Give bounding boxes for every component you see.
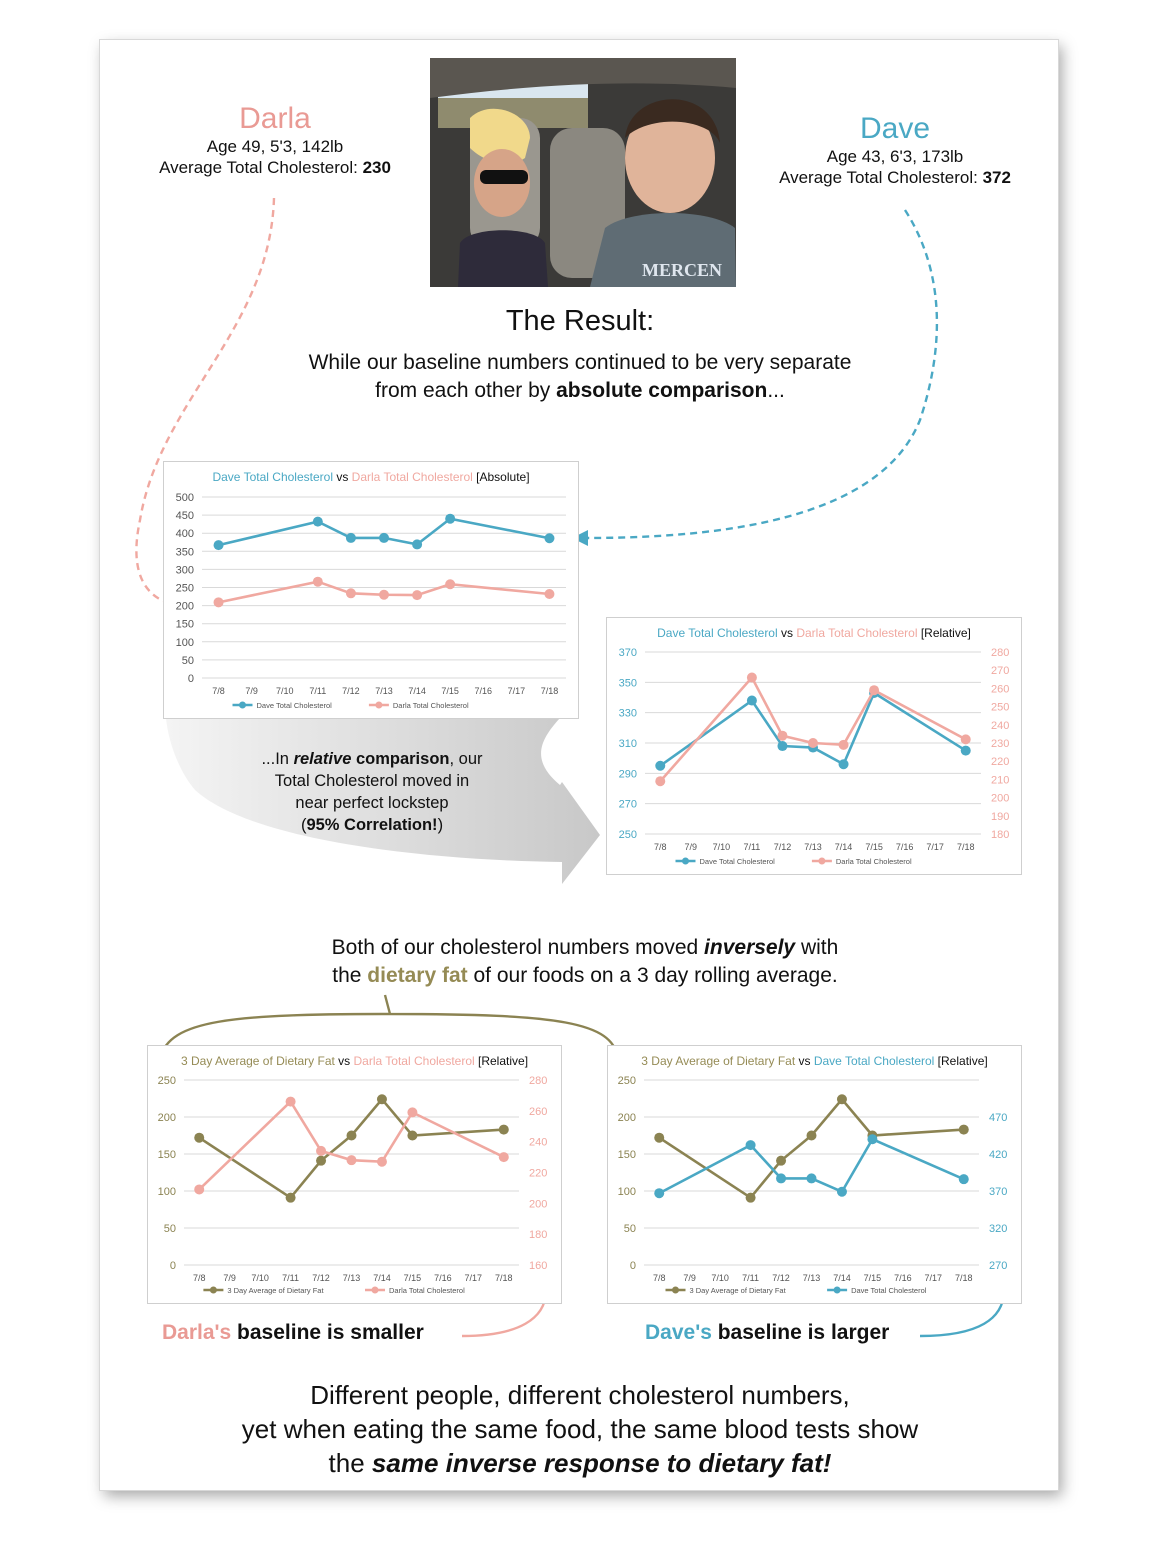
darla-baseline-caption	[162, 1321, 424, 1345]
y2-tick-label: 240	[991, 719, 1010, 732]
data-point	[961, 734, 971, 744]
final-line-1: Different people, different cholesterol numbers,	[310, 1380, 850, 1410]
y2-tick-label: 270	[989, 1260, 1008, 1272]
dave-average-value: 372	[982, 168, 1011, 187]
data-point	[959, 1174, 969, 1184]
data-point	[346, 588, 356, 598]
data-point	[867, 1134, 877, 1144]
x-tick-label: 7/11	[309, 686, 327, 696]
chart-title-mode: [Absolute]	[472, 470, 530, 484]
y-tick-label: 290	[618, 768, 637, 781]
y2-tick-label: 260	[529, 1105, 548, 1118]
data-point	[412, 539, 422, 549]
fat-vs-dave-chart	[607, 1045, 1022, 1304]
y-tick-label: 100	[157, 1186, 176, 1198]
data-point	[747, 696, 757, 706]
legend-label: Darla Total Cholesterol	[389, 1286, 465, 1295]
x-tick-label: 7/12	[772, 1273, 790, 1283]
legend-label: 3 Day Average of Dietary Fat	[227, 1286, 324, 1295]
y-tick-label: 150	[617, 1149, 636, 1161]
data-point	[286, 1097, 296, 1107]
data-point	[654, 1133, 664, 1143]
y2-tick-label: 260	[991, 683, 1010, 696]
x-tick-label: 7/17	[926, 842, 944, 852]
relative-note-line-2: Total Cholesterol moved in	[274, 772, 470, 790]
fat-vs-darla-title	[148, 1054, 561, 1068]
data-point	[347, 1155, 357, 1165]
y-tick-label: 300	[175, 564, 194, 577]
inverse-emphasis: inversely	[704, 936, 796, 959]
chart-plot-1	[607, 618, 1021, 874]
inverse-line-1	[185, 934, 985, 962]
y-tick-label: 350	[175, 546, 194, 559]
correlation-open: (	[300, 816, 307, 834]
relative-note-post: , our	[449, 750, 483, 768]
chart-title-mode: [Relative]	[917, 626, 971, 640]
chart-title-mode: [Relative]	[934, 1054, 988, 1068]
x-tick-label: 7/17	[507, 686, 526, 696]
data-point	[347, 1131, 357, 1141]
relative-note-italic: relative	[293, 750, 352, 768]
legend-label: Dave Total Cholesterol	[851, 1286, 927, 1295]
legend-label: 3 Day Average of Dietary Fat	[689, 1286, 786, 1295]
inverse-line-2	[185, 962, 985, 990]
y2-tick-label: 280	[529, 1075, 548, 1087]
y-tick-label: 200	[617, 1112, 636, 1124]
legend-swatch-marker	[818, 858, 825, 865]
y-tick-label: 270	[618, 798, 637, 811]
x-tick-label: 7/15	[865, 842, 883, 852]
absolute-chart-title	[164, 470, 578, 484]
data-point	[544, 533, 554, 543]
data-point	[869, 685, 879, 695]
fat-vs-darla-chart	[147, 1045, 562, 1304]
chart-title-dave: Dave Total Cholesterol	[657, 626, 778, 640]
chart-title-darla: Darla Total Cholesterol	[353, 1054, 475, 1068]
data-point	[194, 1133, 204, 1143]
result-text	[180, 349, 980, 405]
data-point	[379, 590, 389, 600]
result-heading: The Result:	[505, 305, 655, 337]
x-tick-label: 7/12	[342, 686, 360, 696]
data-point	[499, 1125, 509, 1135]
data-point	[313, 517, 323, 527]
y2-tick-label: 180	[529, 1229, 548, 1242]
chart-plot-0	[164, 462, 578, 718]
x-tick-label: 7/9	[683, 1273, 696, 1283]
darla-average	[130, 157, 420, 178]
data-point	[445, 579, 455, 589]
x-tick-label: 7/15	[863, 1273, 882, 1283]
darla-baseline-text: baseline is smaller	[231, 1321, 424, 1344]
y-tick-label: 0	[187, 673, 194, 685]
chart-title-vs: vs	[795, 1054, 814, 1068]
relative-note-line-4	[232, 814, 512, 836]
dave-name: Dave	[859, 112, 931, 145]
relative-note	[232, 748, 512, 836]
data-point	[377, 1094, 387, 1104]
result-line-2-pre: from each other by	[375, 379, 557, 402]
data-point	[316, 1146, 326, 1156]
dave-average-label: Average Total Cholesterol:	[779, 168, 983, 187]
y2-tick-label: 210	[991, 774, 1010, 787]
final-line-2: yet when eating the same food, the same blood tests show	[241, 1414, 919, 1444]
darla-average-value: 230	[362, 158, 391, 177]
data-point	[746, 1140, 756, 1150]
legend-swatch-marker	[672, 1287, 679, 1294]
shirt-text: MERCEN	[642, 260, 722, 280]
y-tick-label: 100	[617, 1186, 636, 1198]
y-tick-label: 50	[623, 1223, 636, 1235]
data-point	[316, 1156, 326, 1166]
x-tick-label: 7/14	[373, 1273, 391, 1283]
y2-tick-label: 220	[991, 756, 1010, 769]
x-tick-label: 7/9	[223, 1273, 236, 1283]
x-tick-label: 7/16	[474, 686, 493, 696]
final-emphasis: same inverse response to dietary fat!	[371, 1448, 832, 1478]
y2-tick-label: 190	[991, 810, 1010, 823]
data-point	[346, 533, 356, 543]
x-tick-label: 7/17	[464, 1273, 483, 1283]
x-tick-label: 7/11	[282, 1273, 300, 1283]
dave-baseline-caption	[645, 1321, 889, 1345]
series-line	[199, 1102, 504, 1190]
y2-tick-label: 230	[991, 738, 1010, 750]
result-line-1: While our baseline numbers continued to be very separate	[308, 351, 852, 374]
inverse-text	[185, 934, 985, 990]
x-tick-label: 7/10	[251, 1273, 269, 1283]
dietary-fat-highlight: dietary fat	[367, 964, 468, 987]
x-tick-label: 7/16	[894, 1273, 912, 1283]
data-point	[194, 1184, 204, 1194]
x-tick-label: 7/18	[495, 1273, 513, 1283]
x-tick-label: 7/10	[275, 686, 294, 696]
relative-chart	[606, 617, 1022, 875]
data-point	[776, 1173, 786, 1183]
final-line-3	[130, 1446, 1030, 1480]
y2-tick-label: 320	[989, 1223, 1008, 1235]
x-tick-label: 7/13	[375, 686, 393, 696]
y2-tick-label: 180	[991, 829, 1010, 841]
legend-label: Darla Total Cholesterol	[392, 701, 469, 710]
darla-profile	[130, 102, 420, 178]
result-line-2-post: ...	[767, 379, 785, 402]
y-tick-label: 0	[629, 1260, 636, 1272]
x-tick-label: 7/9	[684, 842, 698, 852]
y-tick-label: 0	[169, 1260, 176, 1272]
y2-tick-label: 160	[529, 1260, 548, 1272]
data-point	[747, 672, 757, 682]
final-line-3-pre: the	[328, 1448, 372, 1478]
y-tick-label: 450	[175, 510, 194, 523]
darla-name: Darla	[239, 102, 311, 135]
couple-photo	[430, 58, 736, 287]
y2-tick-label: 420	[989, 1149, 1008, 1161]
data-point	[654, 1188, 664, 1198]
legend-swatch-marker	[210, 1287, 217, 1294]
x-tick-label: 7/11	[743, 842, 761, 852]
chart-title-vs: vs	[332, 470, 352, 484]
inverse-line-1-post: with	[795, 936, 839, 959]
dave-info: Age 43, 6'3, 173lb	[826, 147, 964, 166]
y-tick-label: 100	[175, 636, 194, 649]
data-point	[839, 740, 849, 750]
chart-plot-2	[148, 1046, 561, 1303]
inverse-line-2-post: of our foods on a 3 day rolling average.	[467, 964, 838, 987]
dave-average	[750, 167, 1040, 188]
legend-label: Darla Total Cholesterol	[835, 857, 912, 866]
inverse-line-2-pre: the	[332, 964, 368, 987]
y2-tick-label: 250	[991, 701, 1010, 714]
data-point	[777, 741, 787, 751]
relative-note-pre: ...In	[261, 750, 294, 768]
inverse-line-1-pre: Both of our cholesterol numbers moved	[331, 936, 705, 959]
x-tick-label: 7/13	[804, 842, 822, 852]
x-tick-label: 7/8	[652, 1273, 666, 1283]
legend-label: Dave Total Cholesterol	[256, 701, 332, 710]
data-point	[313, 577, 323, 587]
y-tick-label: 350	[618, 677, 637, 690]
x-tick-label: 7/16	[434, 1273, 452, 1283]
chart-title-darla: Darla Total Cholesterol	[796, 626, 918, 640]
data-point	[839, 759, 849, 769]
data-point	[837, 1187, 847, 1197]
result-line-2-bold: absolute comparison	[556, 379, 768, 402]
data-point	[499, 1152, 509, 1162]
y-tick-label: 400	[175, 528, 194, 541]
data-point	[544, 589, 554, 599]
y-tick-label: 250	[175, 582, 194, 595]
x-tick-label: 7/18	[955, 1273, 973, 1283]
y2-tick-label: 240	[529, 1136, 548, 1149]
fat-vs-dave-title	[608, 1054, 1021, 1068]
chart-title-vs: vs	[777, 626, 797, 640]
chart-title-darla: Darla Total Cholesterol	[351, 470, 473, 484]
data-point	[407, 1131, 417, 1141]
darla-average-label: Average Total Cholesterol:	[159, 158, 363, 177]
x-tick-label: 7/17	[924, 1273, 943, 1283]
chart-title-dave: Dave Total Cholesterol	[212, 470, 333, 484]
final-statement	[130, 1378, 1030, 1480]
dave-profile	[750, 112, 1040, 188]
series-line	[660, 677, 965, 781]
legend-swatch-marker	[239, 702, 246, 709]
x-tick-label: 7/10	[712, 842, 731, 852]
chart-plot-3	[608, 1046, 1021, 1303]
data-point	[214, 597, 224, 607]
x-tick-label: 7/8	[654, 842, 667, 852]
y-tick-label: 370	[618, 647, 637, 659]
y-tick-label: 310	[618, 738, 637, 750]
chart-title-fat: 3 Day Average of Dietary Fat	[180, 1054, 335, 1068]
x-tick-label: 7/18	[956, 842, 975, 852]
y-tick-label: 200	[175, 600, 194, 613]
dave-baseline-name: Dave's	[645, 1321, 712, 1344]
y-tick-label: 250	[618, 829, 637, 841]
chart-title-fat: 3 Day Average of Dietary Fat	[641, 1054, 796, 1068]
y2-tick-label: 200	[991, 792, 1010, 805]
darla-info: Age 49, 5'3, 142lb	[206, 137, 344, 156]
data-point	[379, 533, 389, 543]
data-point	[445, 514, 455, 524]
x-tick-label: 7/12	[312, 1273, 330, 1283]
legend-swatch-marker	[682, 858, 689, 865]
data-point	[655, 761, 665, 771]
absolute-chart	[163, 461, 579, 719]
y-tick-label: 50	[163, 1223, 176, 1235]
legend-swatch-marker	[372, 1287, 379, 1294]
x-tick-label: 7/14	[833, 1273, 851, 1283]
x-tick-label: 7/8	[192, 1273, 206, 1283]
x-tick-label: 7/13	[342, 1273, 361, 1283]
data-point	[807, 1131, 817, 1141]
y2-tick-label: 220	[529, 1167, 548, 1180]
data-point	[286, 1193, 296, 1203]
chart-title-dave: Dave Total Cholesterol	[813, 1054, 935, 1068]
y2-tick-label: 280	[991, 647, 1010, 659]
x-tick-label: 7/15	[403, 1273, 422, 1283]
y2-tick-label: 270	[991, 665, 1010, 678]
data-point	[776, 1156, 786, 1166]
x-tick-label: 7/14	[834, 842, 853, 852]
correlation-close: )	[437, 816, 444, 834]
result-line-2	[180, 377, 980, 405]
data-point	[808, 738, 818, 748]
y2-tick-label: 200	[529, 1198, 548, 1211]
y-tick-label: 500	[175, 492, 194, 504]
data-point	[961, 746, 971, 756]
x-tick-label: 7/10	[711, 1273, 729, 1283]
data-point	[214, 540, 224, 550]
chart-title-vs: vs	[334, 1054, 354, 1068]
x-tick-label: 7/16	[895, 842, 914, 852]
relative-chart-title	[607, 626, 1021, 640]
y-tick-label: 330	[618, 707, 637, 720]
y2-tick-label: 370	[989, 1186, 1008, 1198]
data-point	[412, 590, 422, 600]
y-tick-label: 200	[157, 1112, 176, 1124]
legend-label: Dave Total Cholesterol	[699, 857, 775, 866]
data-point	[837, 1094, 847, 1104]
correlation-value: 95% Correlation!	[306, 816, 438, 834]
series-line	[199, 1099, 504, 1197]
y-tick-label: 250	[617, 1075, 636, 1087]
data-point	[959, 1125, 969, 1135]
y-tick-label: 150	[175, 618, 194, 631]
data-point	[655, 776, 665, 786]
x-tick-label: 7/11	[742, 1273, 760, 1283]
y-tick-label: 250	[157, 1075, 176, 1087]
x-tick-label: 7/8	[212, 686, 225, 696]
data-point	[807, 1173, 817, 1183]
y-tick-label: 150	[157, 1149, 176, 1161]
x-tick-label: 7/13	[802, 1273, 821, 1283]
data-point	[407, 1107, 417, 1117]
chart-title-mode: [Relative]	[474, 1054, 529, 1068]
x-tick-label: 7/14	[408, 686, 426, 696]
relative-note-line-3: near perfect lockstep	[295, 794, 449, 812]
x-tick-label: 7/18	[540, 686, 559, 696]
data-point	[377, 1157, 387, 1167]
relative-note-bold: comparison	[351, 750, 450, 768]
legend-swatch-marker	[834, 1287, 841, 1294]
data-point	[777, 731, 787, 741]
legend-swatch-marker	[375, 702, 382, 709]
darla-baseline-name: Darla's	[162, 1321, 232, 1344]
x-tick-label: 7/9	[245, 686, 258, 696]
y2-tick-label: 470	[989, 1112, 1008, 1124]
y-tick-label: 50	[181, 654, 194, 667]
data-point	[746, 1193, 756, 1203]
dave-baseline-text: baseline is larger	[711, 1321, 890, 1344]
x-tick-label: 7/15	[441, 686, 459, 696]
x-tick-label: 7/12	[773, 842, 792, 852]
relative-note-line-1	[232, 748, 512, 770]
